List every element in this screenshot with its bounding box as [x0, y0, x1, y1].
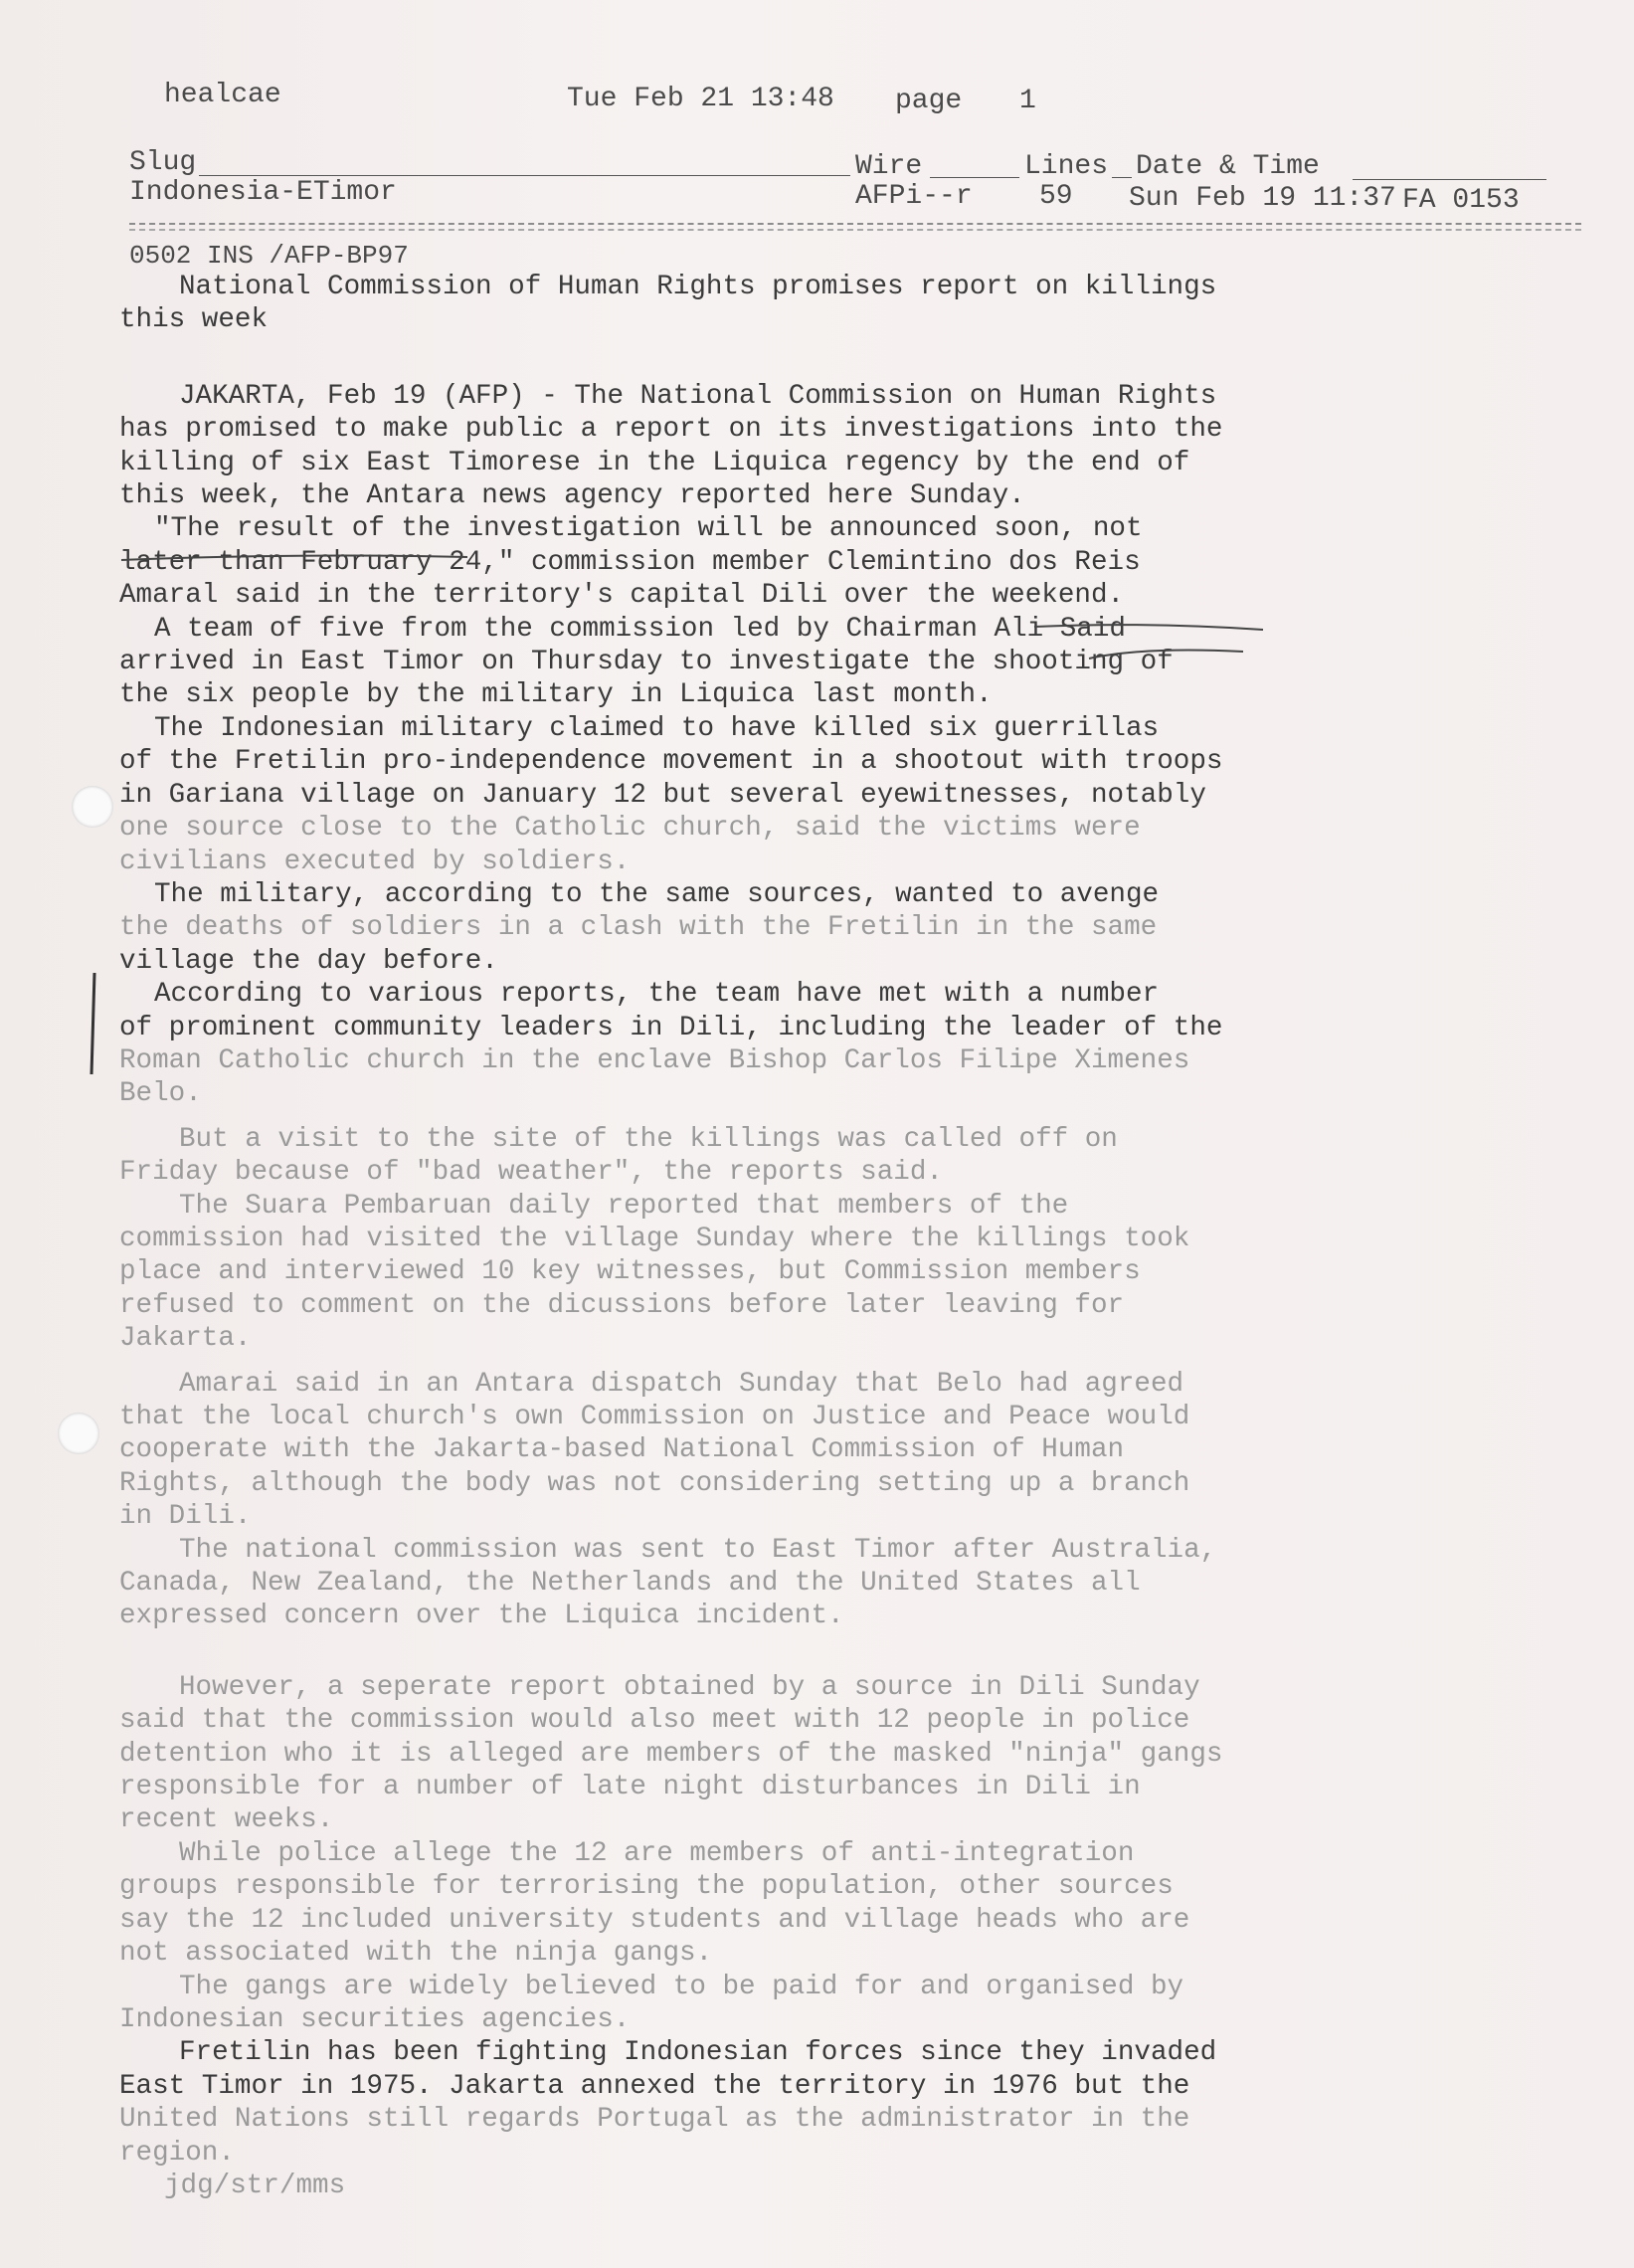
lines-underline [1112, 177, 1132, 178]
text-line: A team of five from the commission led by Chairman Ali Said [154, 613, 1126, 645]
paragraph-12 [119, 1837, 1372, 1971]
paragraph-11 [119, 1671, 1372, 1837]
text-line: responsible for a number of late night disturbances in Dili in [119, 1772, 1141, 1803]
datetime-value: Sun Feb 19 11:37 [1129, 183, 1396, 214]
paragraph-13 [119, 1971, 1372, 2037]
text-line: place and interviewed 10 key witnesses, but Commission members [119, 1256, 1141, 1288]
text-line: killing of six East Timorese in the Liquica regency by the end of [119, 447, 1190, 478]
paragraph-7 [119, 1123, 1372, 1190]
text-line: said that the commission would also meet with 12 people in police [119, 1705, 1190, 1737]
text-line: JAKARTA, Feb 19 (AFP) - The National Commission on Human Rights [179, 380, 1217, 412]
headline-line-2: this week [119, 304, 269, 336]
text-line: groups responsible for terrorising the population, other sources [119, 1871, 1174, 1903]
text-line: Amarai said in an Antara dispatch Sunday that Belo had agreed [179, 1368, 1184, 1400]
text-line: cooperate with the Jakarta-based National Commission of Human [119, 1434, 1125, 1466]
slug-underline [199, 175, 850, 176]
header-date: Tue Feb 21 13:48 [567, 84, 834, 114]
text-line: "The result of the investigation will be announced soon, not [154, 513, 1143, 545]
text-line: village the day before. [119, 945, 498, 977]
text-line: Rights, although the body was not considering setting up a branch [119, 1467, 1190, 1499]
text-line: East Timor in 1975. Jakarta annexed the territory in 1976 but the [119, 2070, 1190, 2102]
paragraph-4 [119, 712, 1372, 878]
text-line: Friday because of "bad weather", the reports said. [119, 1157, 943, 1189]
text-line: Amaral said in the territory's capital Dili over the weekend. [119, 580, 1125, 612]
text-line: recent weeks. [119, 1804, 334, 1836]
text-line: expressed concern over the Liquica incident. [119, 1601, 844, 1632]
paragraph-9 [119, 1368, 1372, 1534]
text-line: this week, the Antara news agency reported here Sunday. [119, 480, 1025, 512]
paragraph-1 [119, 380, 1372, 513]
text-line: detention who it is alleged are members of the masked "ninja" gangs [119, 1738, 1223, 1770]
text-line: The national commission was sent to East Timor after Australia, [179, 1534, 1217, 1566]
text-line: of prominent community leaders in Dili, including the leader of the [119, 1012, 1223, 1043]
text-line: The Suara Pembaruan daily reported that members of the [179, 1190, 1069, 1222]
datetime-underline [1353, 179, 1546, 180]
text-line: But a visit to the site of the killings was called off on [179, 1123, 1118, 1155]
story-id: 0502 INS /AFP-BP97 [129, 241, 409, 271]
code-value: FA 0153 [1402, 185, 1520, 216]
text-line: The gangs are widely believed to be paid for and organised by [179, 1971, 1184, 2002]
text-line: Fretilin has been fighting Indonesian forces since they invaded [179, 2037, 1217, 2069]
header-page-number: 1 [1019, 86, 1036, 116]
header-page-label: page [895, 86, 963, 116]
text-line: later than February 24," commission member Clemintino dos Reis [119, 546, 1141, 578]
slug-label: Slug [129, 147, 197, 178]
text-line: has promised to make public a report on its investigations into the [119, 414, 1223, 446]
paragraph-10 [119, 1534, 1372, 1633]
lines-label: Lines [1024, 151, 1109, 182]
text-line: According to various reports, the team have met with a number [154, 979, 1160, 1011]
text-line: United Nations still regards Portugal as the administrator in the [119, 2104, 1190, 2136]
text-line: Belo. [119, 1078, 202, 1110]
text-line: Indonesian securities agencies. [119, 2003, 631, 2035]
text-line: arrived in East Timor on Thursday to investigate the shooting of [119, 647, 1174, 678]
text-line: Jakarta. [119, 1323, 252, 1355]
headline-line-1: National Commission of Human Rights promises report on killings [179, 272, 1217, 302]
wire-value: AFPi--r [855, 181, 973, 212]
text-line: one source close to the Catholic church, said the victims were [119, 813, 1141, 845]
text-line: the deaths of soldiers in a clash with the Fretilin in the same [119, 912, 1158, 944]
paragraph-14 [119, 2036, 1372, 2170]
datetime-label: Date & Time [1136, 151, 1320, 182]
text-line: region. [119, 2137, 235, 2169]
text-line: While police allege the 12 are members of anti-integration [179, 1837, 1135, 1869]
text-line: say the 12 included university students and village heads who are [119, 1904, 1190, 1936]
text-line: The military, according to the same sources, wanted to avenge [154, 878, 1160, 910]
punch-hole-bottom [58, 1413, 99, 1454]
paragraph-3 [119, 613, 1372, 712]
header-separator [129, 223, 1581, 225]
article [119, 271, 1372, 2202]
text-line: commission had visited the village Sunday where the killings took [119, 1223, 1190, 1254]
punch-hole-top [72, 786, 113, 828]
header-separator-2 [129, 229, 1581, 231]
lines-value: 59 [1039, 181, 1073, 212]
text-line: in Gariana village on January 12 but several eyewitnesses, notably [119, 779, 1206, 811]
paragraph-5 [119, 878, 1372, 978]
paragraph-2 [119, 512, 1372, 612]
margin-bracket-mark [91, 973, 94, 1074]
header-user: healcae [164, 80, 281, 110]
paragraph-6 [119, 978, 1372, 1111]
text-line: not associated with the ninja gangs. [119, 1938, 713, 1970]
slug-value: Indonesia-ETimor [129, 177, 397, 208]
text-line: of the Fretilin pro-independence movement in a shootout with troops [119, 746, 1223, 778]
signoff: jdg/str/mms [164, 2170, 346, 2201]
text-line: refused to comment on the dicussions before later leaving for [119, 1289, 1125, 1321]
wire-label: Wire [855, 151, 923, 182]
text-line: that the local church's own Commission on Justice and Peace would [119, 1402, 1190, 1432]
wire-underline [930, 177, 1019, 178]
text-line: the six people by the military in Liquica last month. [119, 679, 993, 711]
paragraph-8 [119, 1190, 1372, 1356]
text-line: The Indonesian military claimed to have killed six guerrillas [154, 712, 1160, 744]
text-line: However, a seperate report obtained by a source in Dili Sunday [179, 1671, 1200, 1703]
text-line: civilians executed by soldiers. [119, 846, 631, 877]
text-line: in Dili. [119, 1501, 252, 1533]
text-line: Roman Catholic church in the enclave Bishop Carlos Filipe Ximenes [119, 1044, 1190, 1076]
text-line: Canada, New Zealand, the Netherlands and the United States all [119, 1568, 1141, 1600]
